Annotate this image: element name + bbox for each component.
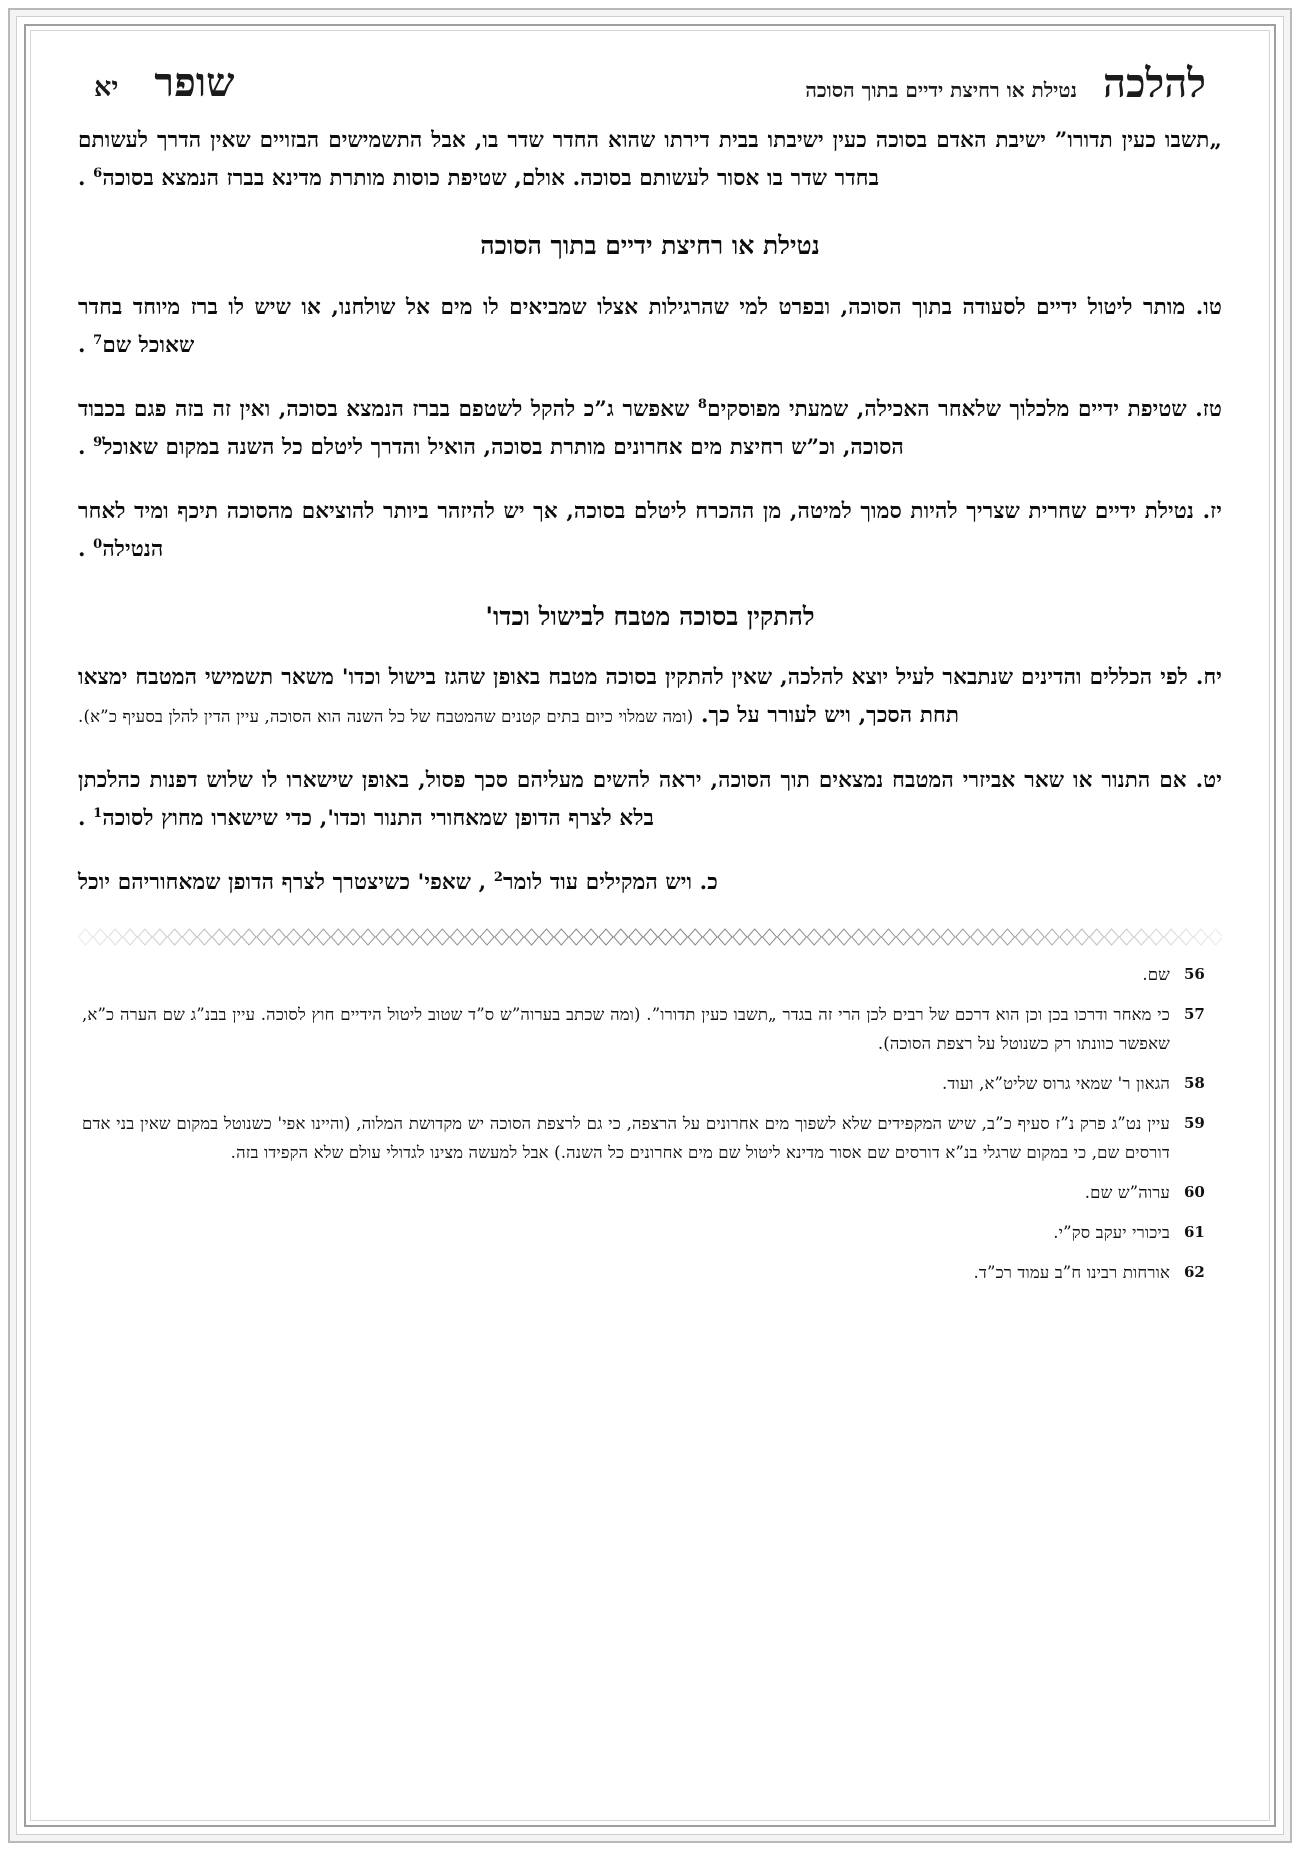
paragraph-text: יט. אם התנור או שאר אביזרי המטבח נמצאים תוך הסוכה, יראה להשים מעליהם סכך פסול, באופן שישארו לו שלוש דפנות כהלכתן בלא לצרף הדופן שמאחורי התנור וכדו', כדי שישארו מחוץ לסוכה xyxy=(78,768,1222,831)
running-head-topic: נטילת או רחיצת ידיים בתוך הסוכה xyxy=(805,78,1077,102)
paragraph-suffix: . xyxy=(78,536,94,562)
footnote-marker-0[interactable]: 0 xyxy=(93,536,103,552)
paragraph-text-a: טז. שטיפת ידיים מלכלוך שלאחר האכילה, שמעתי מפוסקים xyxy=(707,396,1222,422)
footnote-number: 62 xyxy=(1184,1263,1205,1281)
body-text xyxy=(60,122,1240,902)
footnote-marker-8[interactable]: 8 xyxy=(697,396,708,412)
footnote-marker-7[interactable]: 7 xyxy=(93,332,103,348)
footnote-number: 58 xyxy=(1184,1074,1205,1092)
paragraph-text: יז. נטילת ידיים שחרית שצריך להיות סמוך למיטה, מן ההכרח ליטלם בסוכה, אך יש להיזהר ביותר להוציאם מהסוכה תיכף ומיד לאחר הנטילה xyxy=(78,498,1222,562)
footnote-marker-9[interactable]: 9 xyxy=(93,434,103,450)
paragraph-yud-tet xyxy=(78,762,1222,838)
paragraph-text: יח. לפי הכללים והדינים שנתבאר לעיל יוצא להלכה, שאין להתקין בסוכה מטבח באופן שהגז בישול וכדו' משאר תשמישי המטבח ימצאו תחת הסכך, ויש לעורר על כך. xyxy=(78,665,1222,728)
footnote-text: ערוה”ש שם. xyxy=(1084,1183,1170,1202)
paragraph-suffix: . xyxy=(78,434,94,460)
footnote-marker-2[interactable]: 2 xyxy=(493,869,504,885)
paragraph-text-a: כ. ויש המקילים עוד לומר xyxy=(503,870,718,895)
footnote-number: 61 xyxy=(1184,1223,1205,1241)
paragraph-text: „תשבו כעין תדורו” ישיבת האדם בסוכה כעין ישיבתו בבית דירתו שהוא החדר שדר בו, אבל התשמישים הבזויים שאין הדרך לעשותם בחדר שדר בו אסור לעשותם בסוכה. אולם, שטיפת כוסות מותרת מדינא בברז הנמצא בסוכה xyxy=(78,128,1222,191)
footnote-text: כי מאחר ודרכו בכן וכן הוא דרכם של רבים לכן הרי זה בגדר „תשבו כעין תדורו”. (ומה שכתב בערוה”ש ס”ד שטוב ליטול הידיים חוץ לסוכה. עיין בבנ”ג שם הערה כ”א, שאפשר כוונתו רק כשנוטל על רצפת הסוכה). xyxy=(82,1005,1170,1053)
footnote-row xyxy=(82,1258,1218,1287)
footnote-number: 56 xyxy=(1184,965,1205,983)
paragraph-suffix: . xyxy=(78,806,94,831)
page-content xyxy=(60,42,1240,1811)
section-heading-mitbach: להתקין בסוכה מטבח לבישול וכדו' xyxy=(485,601,815,631)
footnote-row xyxy=(82,1000,1218,1058)
footnote-row xyxy=(82,1109,1218,1167)
footnote-number: 60 xyxy=(1184,1183,1205,1201)
section-heading-netilat: נטילת או רחיצת ידיים בתוך הסוכה xyxy=(480,231,820,260)
running-head-book-title: להלכה xyxy=(1103,60,1206,107)
footnote-row xyxy=(82,1178,1218,1207)
paragraph-suffix: . xyxy=(78,332,94,358)
footnote-text: הגאון ר' שמאי גרוס שליט”א, ועוד. xyxy=(941,1074,1170,1093)
footnote-divider xyxy=(78,928,1222,946)
paragraph-tet-zayin xyxy=(78,391,1222,467)
footnote-row xyxy=(82,1069,1218,1098)
page-number: יא xyxy=(94,72,119,103)
paragraph-text: טו. מותר ליטול ידיים לסעודה בתוך הסוכה, ובפרט למי שהרגילות אצלו שמביאים לו מים אל שולחנו, או שיש לו ברז מיוחד בחדר שאוכל שם xyxy=(78,294,1222,358)
footnotes-list xyxy=(60,956,1240,1287)
footnote-row xyxy=(82,960,1218,989)
paragraph-yud-chet xyxy=(78,659,1222,736)
paragraph-yud-zayin xyxy=(78,493,1222,569)
paragraph-text-b: שאפשר ג”כ להקל לשטפם בברז הנמצא בסוכה, ואין זה בזה פגם בכבוד הסוכה, וכ”ש רחיצת מים אחרונים מותרת בסוכה, הואיל והדרך ליטלם כל השנה במקום שאוכל xyxy=(78,396,904,460)
paragraph-text-b: , שאפי' כשיצטרך לצרף הדופן שמאחוריהם יוכל xyxy=(78,870,494,895)
footnote-marker-6[interactable]: 6 xyxy=(93,165,103,181)
running-head-left xyxy=(94,59,235,106)
footnote-number: 57 xyxy=(1184,1005,1205,1023)
footnote-text: שם. xyxy=(1142,965,1170,984)
running-head-section-title: שופר xyxy=(154,59,235,106)
paragraph-suffix: . xyxy=(78,166,94,191)
footnote-row xyxy=(82,1218,1218,1247)
footnote-text: אורחות רבינו ח”ב עמוד רכ”ד. xyxy=(973,1263,1170,1282)
running-head-right xyxy=(805,60,1206,107)
footnote-marker-1[interactable]: 1 xyxy=(93,805,103,821)
paragraph-kaf xyxy=(78,864,1222,902)
running-head xyxy=(60,42,1240,107)
footnote-text: עיין נט”ג פרק נ”ז סעיף כ”ב, שיש המקפידים שלא לשפוך מים אחרונים על הרצפה, כי גם לרצפת הסוכה יש מקדושת המלוה, (והיינו אפי' כשנוטל במקום שאין בני אדם דורסים שם, כי במקום שרגלי בנ”א דורסים שם אסור מדינא ליטול שם מים אחרונים כל השנה.) אבל למעשה מצינו לגדולי עולם שלא הקפידו בזה. xyxy=(82,1114,1170,1162)
footnote-number: 59 xyxy=(1184,1114,1205,1132)
paragraph-tet-vav xyxy=(78,289,1222,365)
paragraph-gloss: (ומה שמלוי כיום בתים קטנים שהמטבח של כל השנה הוא הסוכה, עיין הדין להלן בסעיף כ”א). xyxy=(78,707,694,726)
paragraph-tadoru xyxy=(78,122,1222,198)
footnote-text: ביכורי יעקב סק”י. xyxy=(1053,1223,1170,1242)
